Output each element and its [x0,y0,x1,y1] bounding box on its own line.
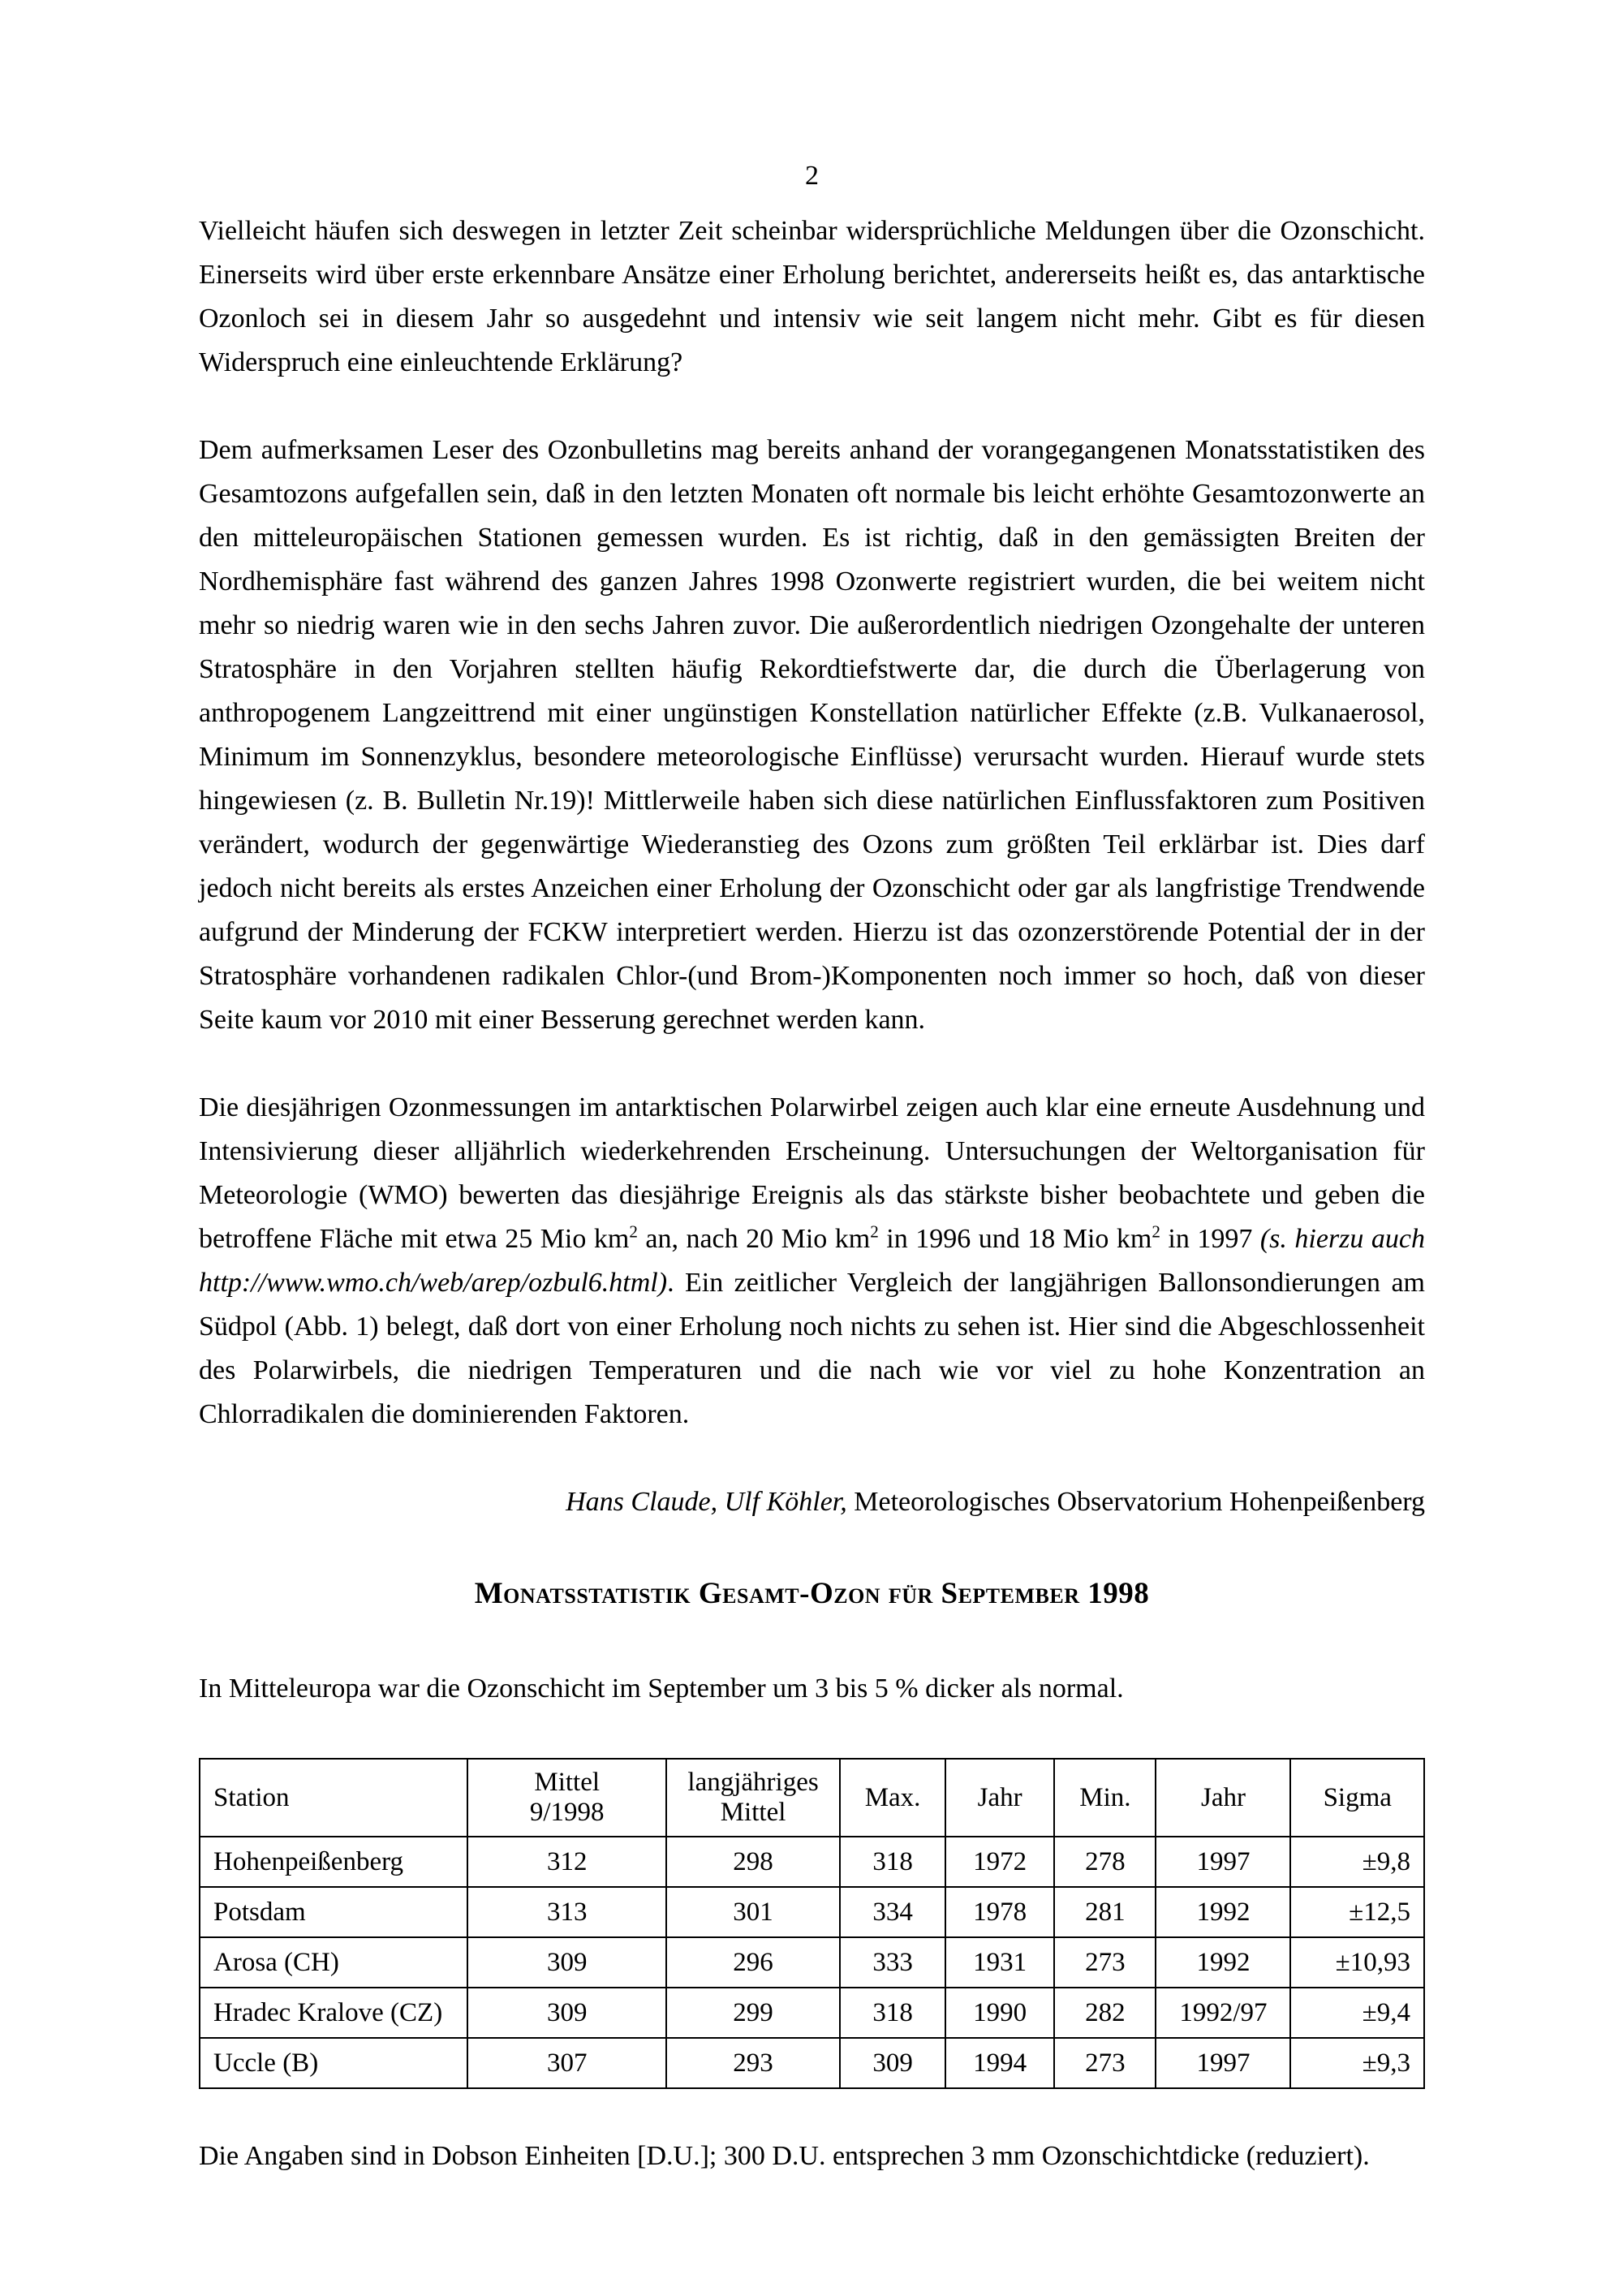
column-header-sigma: Sigma [1290,1759,1424,1837]
cell-sigma: ±10,93 [1290,1937,1424,1988]
table-row [200,2038,1424,2088]
column-header-min: Min. [1054,1759,1156,1837]
cell-station: Arosa (CH) [200,1937,467,1988]
cell-min: 273 [1054,2038,1156,2088]
cell-mittel: 307 [467,2038,665,2088]
cell-max: 309 [840,2038,945,2088]
table-row [200,1937,1424,1988]
cell-mittel: 309 [467,1988,665,2038]
cell-mittel: 312 [467,1837,665,1887]
column-header-station: Station [200,1759,467,1837]
table-row [200,1837,1424,1887]
cell-jahr-min: 1997 [1156,1837,1290,1887]
cell-jahr-min: 1992 [1156,1887,1290,1937]
author-institution: Meteorologisches Observatorium Hohenpeißenberg [846,1487,1425,1517]
cell-jahr-min: 1992/97 [1156,1988,1290,2038]
cell-station: Uccle (B) [200,2038,467,2088]
column-header-jahr-min: Jahr [1156,1759,1290,1837]
cell-sigma: ±9,3 [1290,2038,1424,2088]
cell-min: 282 [1054,1988,1156,2038]
paragraph-monatsstatistiken: Dem aufmerksamen Leser des Ozonbulletins mag bereits anhand der vorangegangenen Monatsstatistiken des Gesamtozons aufgefallen sein, daß in den letzten Monaten oft normale bis leicht erhöhte Gesamtozonwerte an den mitteleuropäischen Stationen gemessen wurden. Es ist richtig, daß in den gemässigten Breiten der Nordhemisphäre fast während des ganzen Jahres 1998 Ozonwerte registriert wurden, die bei weitem nicht mehr so niedrig waren wie in den sechs Jahren zuvor. Die außerordentlich niedrigen Ozongehalte der unteren Stratosphäre in den Vorjahren stellten häufig Rekordtiefstwerte dar, die durch die Überlagerung von anthropogenem Langzeittrend mit einer ungünstigen Konstellation natürlicher Effekte (z.B. Vulkanaerosol, Minimum im Sonnenzyklus, besondere meteorologische Einflüsse) verursacht wurden. Hierauf wurde stets hingewiesen (z. B. Bulletin Nr.19)! Mittlerweile haben sich diese natürlichen Einflussfaktoren zum Positiven verändert, wodurch der gegenwärtige Wiederanstieg des Ozons zum größten Teil erklärbar ist. Dies darf jedoch nicht bereits als erstes Anzeichen einer Erholung der Ozonschicht oder gar als langfristige Trendwende aufgrund der Minderung der FCKW interpretiert werden. Hierzu ist das ozonzerstörende Potential der in der Stratosphäre vorhandenen radikalen Chlor-(und Brom-)Komponenten noch immer so hoch, daß von dieser Seite kaum vor 2010 mit einer Besserung gerechnet werden kann. [199,435,1425,1035]
paragraph-text: Die diesjährigen Ozonmessungen im antarktischen Polarwirbel zeigen auch klar eine erneute Ausdehnung und Intensivierung dieser alljährlich wiederkehrenden Erscheinung. Untersuchungen der Weltorganisation für Meteorologie (WMO) bewerten das diesjährige Ereignis als das stärkste bisher beobachtete und geben die betroffene Fläche mit etwa 25 Mio km [199,1092,1425,1254]
cell-min: 273 [1054,1937,1156,1988]
column-header-mittel: Mittel 9/1998 [467,1759,665,1837]
cell-mittel: 313 [467,1887,665,1937]
cell-langjaehriges-mittel: 293 [666,2038,840,2088]
cell-jahr-max: 1972 [945,1837,1054,1887]
cell-max: 318 [840,1988,945,2038]
ozone-statistics-table [199,1758,1425,2089]
paragraph-text: in 1996 und 18 Mio km [878,1224,1152,1254]
table-row [200,1887,1424,1937]
cell-max: 333 [840,1937,945,1988]
cell-jahr-max: 1994 [945,2038,1054,2088]
author-names: Hans Claude, Ulf Köhler, [566,1487,847,1517]
superscript-km2: 2 [629,1221,638,1242]
column-header-jahr-max: Jahr [945,1759,1054,1837]
cell-max: 318 [840,1837,945,1887]
cell-max: 334 [840,1887,945,1937]
superscript-km2: 2 [1152,1221,1160,1242]
cell-sigma: ±9,4 [1290,1988,1424,2038]
paragraph-intro-questions: Vielleicht häufen sich deswegen in letzter Zeit scheinbar widersprüchliche Meldungen über die Ozonschicht. Einerseits wird über erste erkennbare Ansätze einer Erholung berichtet, andererseits heißt es, das antarktische Ozonloch sei in diesem Jahr so ausgedehnt und intensiv wie seit langem nicht mehr. Gibt es für diesen Widerspruch eine einleuchtende Erklärung? [199,216,1425,377]
cell-langjaehriges-mittel: 296 [666,1937,840,1988]
cell-station: Hradec Kralove (CZ) [200,1988,467,2038]
column-header-max: Max. [840,1759,945,1837]
cell-langjaehriges-mittel: 298 [666,1837,840,1887]
cell-station: Potsdam [200,1887,467,1937]
superscript-km2: 2 [870,1221,879,1242]
column-header-langjaehriges-mittel: langjähriges Mittel [666,1759,840,1837]
cell-langjaehriges-mittel: 299 [666,1988,840,2038]
cell-min: 281 [1054,1887,1156,1937]
table-header-row [200,1759,1424,1837]
table-intro-sentence: In Mitteleuropa war die Ozonschicht im September um 3 bis 5 % dicker als normal. [199,1674,1124,1704]
paragraph-antarctic-ozone [199,1086,1425,1437]
cell-jahr-min: 1992 [1156,1937,1290,1988]
paragraph-text: in 1997 [1160,1224,1260,1254]
dobson-units-footnote: Die Angaben sind in Dobson Einheiten [D.U.]; 300 D.U. entsprechen 3 mm Ozonschichtdicke (reduziert). [199,2141,1370,2171]
cell-jahr-max: 1978 [945,1887,1054,1937]
cell-jahr-max: 1990 [945,1988,1054,2038]
cell-jahr-min: 1997 [1156,2038,1290,2088]
author-attribution [199,1480,1425,1524]
cell-sigma: ±12,5 [1290,1887,1424,1937]
table-row [200,1988,1424,2038]
cell-mittel: 309 [467,1937,665,1988]
wmo-url-reference: (s. hierzu auch http://www.wmo.ch/web/arep/ozbul6.html) [199,1224,1425,1298]
page-number: 2 [805,161,819,191]
cell-sigma: ±9,8 [1290,1837,1424,1887]
paragraph-text: . Ein zeitlicher Vergleich der langjährigen Ballonsondierungen am Südpol (Abb. 1) belegt, daß dort von einer Erholung noch nichts zu sehen ist. Hier sind die Abgeschlossenheit des Polarwirbels, die niedrigen Temperaturen und die nach wie vor viel zu hohe Konzentration an Chlorradikalen die dominierenden Faktoren. [199,1268,1425,1429]
cell-jahr-max: 1931 [945,1937,1054,1988]
section-heading: Monatsstatistik Gesamt-Ozon für September 1998 [474,1577,1150,1610]
cell-station: Hohenpeißenberg [200,1837,467,1887]
cell-langjaehriges-mittel: 301 [666,1887,840,1937]
cell-min: 278 [1054,1837,1156,1887]
paragraph-text: an, nach 20 Mio km [637,1224,871,1254]
